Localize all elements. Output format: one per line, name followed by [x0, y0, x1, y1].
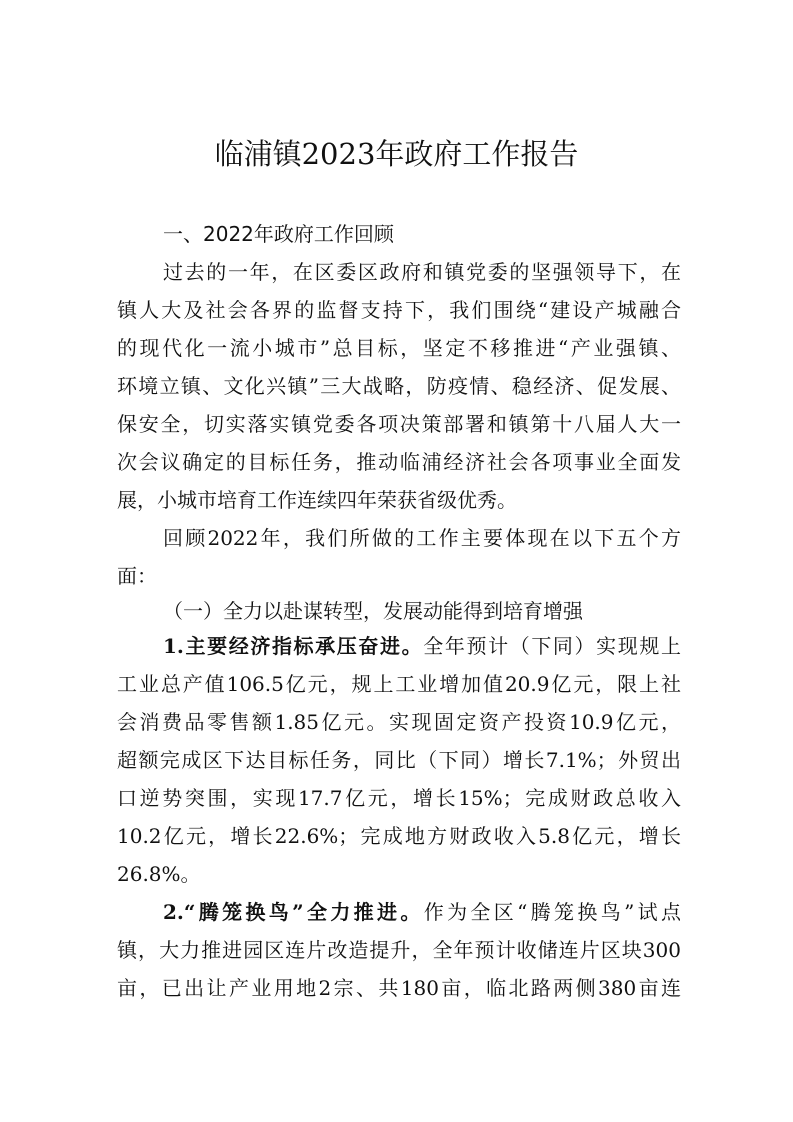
text-line: 超额完成区下达目标任务，同比（下同）增长7.1%；外贸出 — [117, 748, 681, 772]
item-text: 全年预计（下同）实现规上 — [423, 634, 681, 658]
paragraph-overview — [117, 519, 681, 595]
text-line: 保安全，切实落实镇党委各项决策部署和镇第十八届人大一 — [117, 412, 681, 436]
item-first-line — [117, 893, 681, 931]
text-line: 亩，已出让产业用地2宗、共180亩，临北路两侧380亩连 — [117, 976, 681, 1000]
text-line: 26.8%。 — [117, 862, 201, 886]
text-line: 次会议确定的目标任务，推动临浦经济社会各项事业全面发 — [117, 450, 681, 474]
text-line: 的现代化一流小城市”总目标，坚定不移推进“产业强镇、 — [117, 336, 681, 360]
item-title: 1.主要经济指标承压奋进。 — [163, 634, 424, 658]
text-line: 展，小城市培育工作连续四年荣获省级优秀。 — [117, 488, 517, 512]
text-line: 面： — [117, 564, 157, 588]
text-line: 镇，大力推进园区连片改造提升，全年预计收储连片区块300 — [117, 938, 681, 962]
text-line: 口逆势突围，实现17.7亿元，增长15%；完成财政总收入 — [117, 786, 681, 810]
item-economic-indicators — [117, 627, 681, 893]
item-teng-long-huan-niao — [117, 893, 681, 1007]
text-line: 回顾2022年，我们所做的工作主要体现在以下五个方 — [163, 526, 681, 550]
text-line: 过去的一年，在区委区政府和镇党委的坚强领导下，在 — [163, 260, 681, 284]
item-title: 2.“腾笼换鸟”全力推进。 — [163, 900, 424, 924]
text-line: 镇人大及社会各界的监督支持下，我们围绕“建设产城融合 — [117, 298, 681, 322]
text-line: 会消费品零售额1.85亿元。实现固定资产投资10.9亿元， — [117, 710, 681, 734]
text-line: 10.2亿元，增长22.6%；完成地方财政收入5.8亿元，增长 — [117, 824, 681, 848]
paragraph-review — [117, 253, 681, 519]
document-body — [117, 215, 681, 1007]
section-heading: 一、2022年政府工作回顾 — [163, 222, 394, 246]
item-text: 作为全区“腾笼换鸟”试点 — [423, 900, 681, 924]
subsection-heading: （一）全力以赴谋转型，发展动能得到培育增强 — [163, 599, 583, 623]
text-line: 工业总产值106.5亿元，规上工业增加值20.9亿元，限上社 — [117, 672, 681, 696]
text-line: 环境立镇、文化兴镇”三大战略，防疫情、稳经济、促发展、 — [117, 374, 681, 398]
item-first-line — [117, 627, 681, 665]
document-title: 临浦镇2023年政府工作报告 — [214, 137, 579, 171]
